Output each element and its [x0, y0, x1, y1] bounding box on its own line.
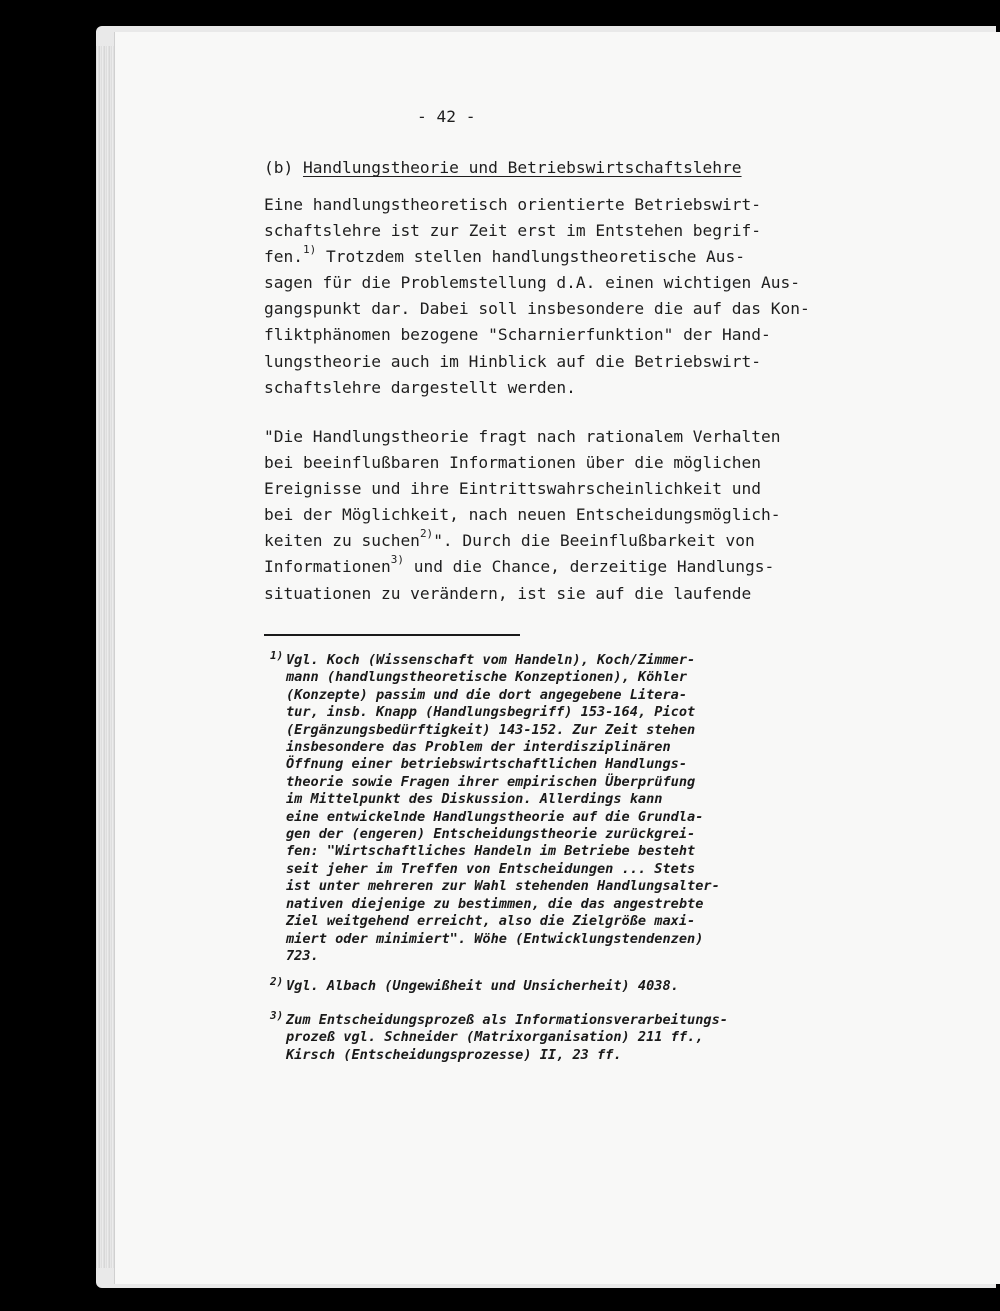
- paragraph-text: ". Durch die Beeinflußbarkeit von: [433, 531, 755, 551]
- paragraph-line: schaftslehre ist zur Zeit erst im Entstehen begrif-: [264, 221, 762, 241]
- footnote-line: seit jeher im Treffen von Entscheidungen ... Stets: [286, 860, 696, 877]
- paragraph-line: lungstheorie auch im Hinblick auf die Betriebswirt-: [264, 351, 762, 371]
- footnote-line: nativen diejenige zu bestimmen, die das angestrebte: [286, 895, 704, 912]
- footnote-line: Ziel weitgehend erreicht, also die Zielgröße maxi-: [286, 913, 696, 930]
- paragraph-2-quote: [264, 424, 781, 607]
- footnote-mark: 2): [270, 975, 284, 988]
- paragraph-line: schaftslehre dargestellt werden.: [264, 377, 576, 397]
- footnote-line: theorie sowie Fragen ihrer empirischen Überprüfung: [286, 773, 696, 790]
- section-heading: [264, 158, 742, 177]
- footnote-line: eine entwickelnde Handlungstheorie auf die Grundla-: [286, 808, 704, 825]
- footnote-reference-1: 1): [302, 243, 317, 257]
- footnote-line: miert oder minimiert". Wöhe (Entwicklungstendenzen): [286, 930, 704, 947]
- paragraph-line: Ereignisse und ihre Eintrittswahrscheinlichkeit und: [264, 479, 762, 499]
- paragraph-line: [264, 554, 781, 580]
- footnote-line: Vgl. Koch (Wissenschaft vom Handeln), Koch/Zimmer-: [286, 652, 696, 668]
- paragraph-line: bei beeinflußbaren Informationen über die möglichen: [264, 453, 762, 473]
- paragraph-text: und die Chance, derzeitige Handlungs-: [403, 557, 775, 577]
- footnote-line: (Ergänzungsbedürftigkeit) 143-152. Zur Zeit stehen: [286, 721, 696, 738]
- footnote-reference-2: 2): [419, 527, 434, 541]
- footnote-line: fen: "Wirtschaftliches Handeln im Betriebe besteht: [286, 843, 696, 860]
- paragraph-line: [264, 528, 781, 554]
- paragraph-text: keiten zu suchen: [264, 531, 420, 551]
- footnote-1: [270, 649, 720, 965]
- section-heading-title: Handlungstheorie und Betriebswirtschaftslehre: [302, 158, 742, 177]
- paragraph-line: gangspunkt dar. Dabei soll insbesondere die auf das Kon-: [264, 299, 810, 319]
- footnote-reference-3: 3): [390, 553, 404, 567]
- paragraph-line: "Die Handlungstheorie fragt nach rationalem Verhalten: [264, 427, 781, 446]
- paragraph-line: bei der Möglichkeit, nach neuen Entscheidungsmöglich-: [264, 505, 781, 525]
- footnote-line: Öffnung einer betriebswirtschaftlichen Handlungs-: [286, 756, 688, 773]
- footnote-line: insbesondere das Problem der interdisziplinären: [286, 739, 671, 756]
- footnote-2: [270, 975, 679, 995]
- footnote-separator: [264, 634, 520, 636]
- section-heading-prefix: (b): [264, 158, 303, 177]
- footnote-line: im Mittelpunkt des Diskussion. Allerdings kann: [286, 791, 663, 808]
- footnote-line: Vgl. Albach (Ungewißheit und Unsicherheit) 4038.: [286, 978, 679, 994]
- paragraph-line: Eine handlungstheoretisch orientierte Betriebswirt-: [264, 195, 762, 214]
- footnote-line: Zum Entscheidungsprozeß als Informationsverarbeitungs-: [286, 1012, 728, 1028]
- paragraph-line: fliktphänomen bezogene "Scharnierfunktion" der Hand-: [264, 325, 771, 345]
- page-number: - 42 -: [417, 107, 476, 126]
- paragraph-text: fen.: [264, 247, 303, 267]
- footnote-line: 723.: [286, 947, 319, 964]
- footnote-line: Kirsch (Entscheidungsprozesse) II, 23 ff.: [286, 1046, 622, 1063]
- footnote-line: ist unter mehreren zur Wahl stehenden Handlungsalter-: [286, 878, 720, 895]
- footnote-line: tur, insb. Knapp (Handlungsbegriff) 153-164, Picot: [286, 704, 696, 721]
- paragraph-text: Informationen: [264, 557, 391, 577]
- paragraph-line: [264, 244, 810, 270]
- footnote-line: (Konzepte) passim und die dort angegebene Litera-: [286, 686, 688, 703]
- footnote-3: [270, 1009, 728, 1064]
- paragraph-line: sagen für die Problemstellung d.A. einen wichtigen Aus-: [264, 273, 801, 293]
- paragraph-text: Trotzdem stellen handlungstheoretische Aus-: [316, 247, 746, 267]
- footnote-mark: 1): [270, 649, 284, 662]
- footnote-line: gen der (engeren) Entscheidungstheorie zurückgrei-: [286, 826, 696, 843]
- paragraph-1: [264, 192, 810, 401]
- footnote-line: prozeß vgl. Schneider (Matrixorganisation) 211 ff.,: [286, 1029, 704, 1046]
- footnote-line: mann (handlungstheoretische Konzeptionen), Köhler: [286, 669, 688, 686]
- footnote-mark: 3): [270, 1009, 284, 1022]
- paragraph-line: situationen zu verändern, ist sie auf die laufende: [264, 583, 752, 603]
